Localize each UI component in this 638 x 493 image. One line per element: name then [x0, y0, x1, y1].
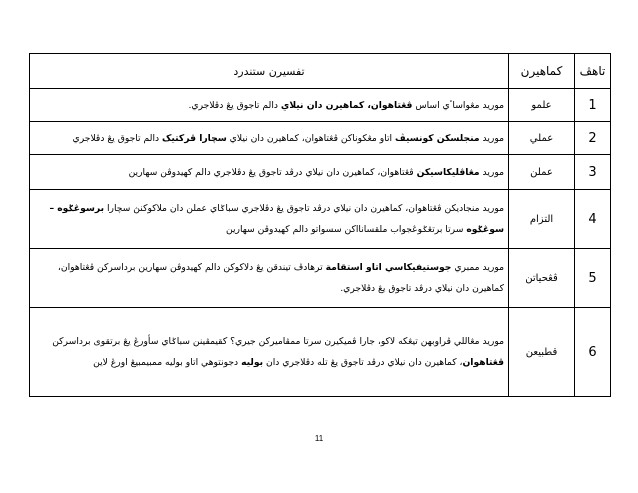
desc-text: اتاو مڠكوناكن ڤڠتاهوان، كماهيرن دان نيلاي: [226, 132, 396, 144]
desc-text: موريد: [479, 166, 504, 178]
row-number: 4: [575, 190, 611, 249]
table-header-row: [30, 54, 611, 89]
desc-bold-text: سچارا ڤركتيک: [162, 132, 227, 144]
page-number: 11: [314, 434, 324, 443]
desc-text: ، كماهيرن دان نيلاي درڤد تاجوق يڠ تله دڤلاجري دان: [263, 357, 463, 368]
desc-bold-text: بوليه: [241, 357, 264, 368]
row-number: 5: [575, 249, 611, 308]
desc-bold-text: ڤڠتاهوان: [462, 357, 504, 368]
desc-text: موريد ممبري: [451, 262, 504, 273]
desc-bold-text: جوستيفيكاسي اتاو استقامة: [325, 262, 452, 273]
desc-bold-text: مڠاڤليكاسيكن: [416, 166, 480, 178]
table-row: [30, 122, 611, 155]
row-description: [30, 89, 509, 122]
desc-text: دالم تاجوق يڠ دڤلاجري.: [188, 99, 281, 111]
table-row: [30, 308, 611, 397]
row-value: التزام: [509, 190, 575, 249]
table-row: [30, 155, 611, 190]
header-value: كماهيرن: [509, 54, 575, 89]
table-row: [30, 190, 611, 249]
row-number: 2: [575, 122, 611, 155]
row-description: [30, 155, 509, 190]
header-description: تفسيرن ستندرد: [30, 54, 509, 89]
desc-text: دالم تاجوق يڠ دڤلاجري: [72, 132, 163, 144]
standard-interpretation-table: [29, 53, 611, 397]
desc-bold-text: ڤڠتاهوان، كماهيرن دان نيلاي: [280, 99, 413, 111]
row-value: عملي: [509, 122, 575, 155]
row-number: 6: [575, 308, 611, 397]
row-value: ڤڠحياتن: [509, 249, 575, 308]
desc-text: موريد مڠاللي ڤراوبهن تيڠكه لاكو، جارا ڤميكيرن سرتا ممڤاميركن جيري؟ كقيمڤينن سباݢاي سأورڠ يڠ برتقوى برداسركن: [52, 336, 504, 347]
desc-text: دجونتوهي اتاو بوليه ممبيمبيڠ اورڠ لاين: [93, 357, 242, 368]
row-description: [30, 308, 509, 397]
desc-text: ترهادڤ تيندقن يڠ دلاكوكن دالم كهيدوڤن سهارين برداسركن ڤڠتاهوان، كماهيرن دان نيلاي درڤد تاجوق يڠ دڤلاجري.: [57, 262, 504, 294]
row-value: قطبيعن: [509, 308, 575, 397]
desc-text: موريد منجاديكن ڤڠتاهوان، كماهيرن دان نيلاي درڤد تاجوق يڠ دڤلاجري سباݢاي عملن دان ملاكوكنڽ سچارا: [104, 203, 504, 214]
desc-bold-text: منجلسكن كونسيڤ: [395, 132, 480, 144]
desc-text: ڤڠتاهوان، كماهيرن دان نيلاي درڤد تاجوق يڠ دڤلاجري دالم كهيدوڤن سهارين: [128, 166, 417, 178]
header-number: تاهڤ: [575, 54, 611, 89]
row-description: [30, 190, 509, 249]
desc-bold-text: برسوڠݢوه – سوڠݢوه: [49, 203, 504, 235]
desc-text: موريد: [479, 132, 504, 144]
desc-text: موريد مڠواساٴي اساس: [412, 99, 504, 111]
row-number: 1: [575, 89, 611, 122]
row-value: عملن: [509, 155, 575, 190]
row-description: [30, 249, 509, 308]
row-description: [30, 122, 509, 155]
row-number: 3: [575, 155, 611, 190]
row-value: علمو: [509, 89, 575, 122]
desc-text: سرتا برتڠݢوڠجواب ملقسانااكن سسواتو دالم كهيدوڤن سهارين: [226, 224, 467, 235]
table-row: [30, 249, 611, 308]
table-row: [30, 89, 611, 122]
